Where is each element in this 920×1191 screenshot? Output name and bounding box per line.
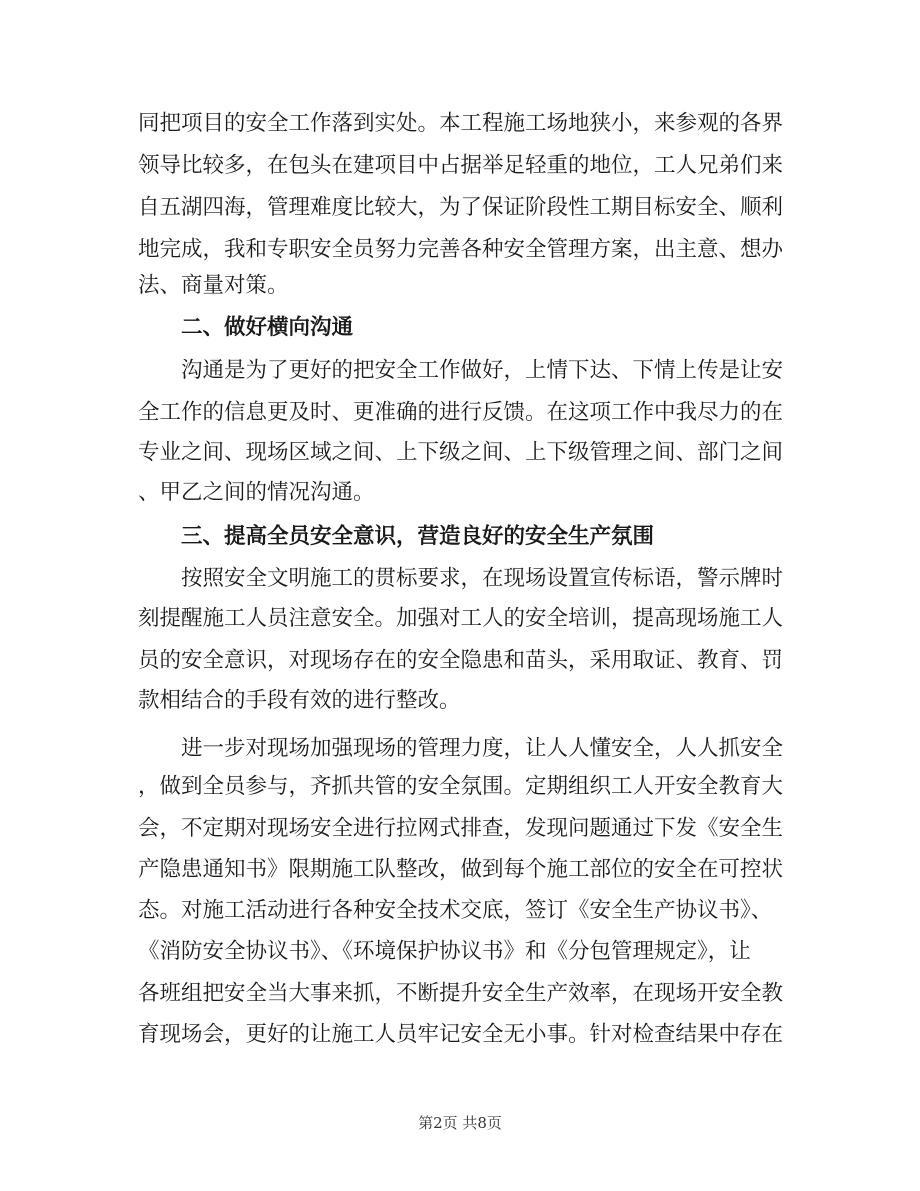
paragraph-line: 产隐患通知书》限期施工队整改，做到每个施工部位的安全在可控状 <box>138 857 784 882</box>
paragraph-line: 按照安全文明施工的贯标要求，在现场设置宣传标语，警示牌时 <box>181 566 784 591</box>
paragraph-line: 专业之间、现场区域之间、上下级之间、上下级管理之间、部门之间 <box>138 440 784 465</box>
paragraph-line: 各班组把安全当大事来抓，不断提升安全生产效率，在现场开安全教 <box>138 981 784 1006</box>
section-heading-3: 三、提高全员安全意识，营造良好的安全生产氛围 <box>181 524 655 549</box>
section-heading-2: 二、做好横向沟通 <box>181 315 354 340</box>
paragraph-line: 会，不定期对现场安全进行拉网式排查，发现问题通过下发《安全生 <box>138 816 784 841</box>
paragraph-line: 地完成，我和专职安全员努力完善各种安全管理方案，出主意、想办 <box>138 237 784 262</box>
paragraph-line: 自五湖四海，管理难度比较大，为了保证阶段性工期目标安全、顺利 <box>138 195 784 220</box>
paragraph-line: 刻提醒施工人员注意安全。加强对工人的安全培训，提高现场施工人 <box>138 606 784 631</box>
paragraph-line: 育现场会，更好的让施工人员牢记安全无小事。针对检查结果中存在 <box>138 1022 784 1047</box>
paragraph-line: 全工作的信息更及时、更准确的进行反馈。在这项工作中我尽力的在 <box>138 400 784 425</box>
paragraph-line: 进一步对现场加强现场的管理力度，让人人懂安全，人人抓安全 <box>181 736 784 761</box>
paragraph-line: 员的安全意识，对现场存在的安全隐患和苗头，采用取证、教育、罚 <box>138 648 784 673</box>
paragraph-line: 领导比较多，在包头在建项目中占据举足轻重的地位，工人兄弟们来 <box>138 153 784 178</box>
page-number: 第2页 共8页 <box>418 1114 502 1132</box>
paragraph-line: 《消防安全协议书》、《环境保护协议书》和《分包管理规定》，让 <box>138 939 751 964</box>
paragraph-line: ，做到全员参与，齐抓共管的安全氛围。定期组织工人开安全教育大 <box>138 774 784 799</box>
paragraph-line: 、甲乙之间的情况沟通。 <box>138 480 375 505</box>
paragraph-line: 态。对施工活动进行各种安全技术交底，签订《安全生产协议书》、 <box>138 898 773 923</box>
paragraph-line: 法、商量对策。 <box>138 273 289 298</box>
paragraph-line: 款相结合的手段有效的进行整改。 <box>138 688 461 713</box>
paragraph-line: 沟通是为了更好的把安全工作做好，上情下达、下情上传是让安 <box>181 358 784 383</box>
paragraph-line: 同把项目的安全工作落到实处。本工程施工场地狭小，来参观的各界 <box>138 111 784 136</box>
